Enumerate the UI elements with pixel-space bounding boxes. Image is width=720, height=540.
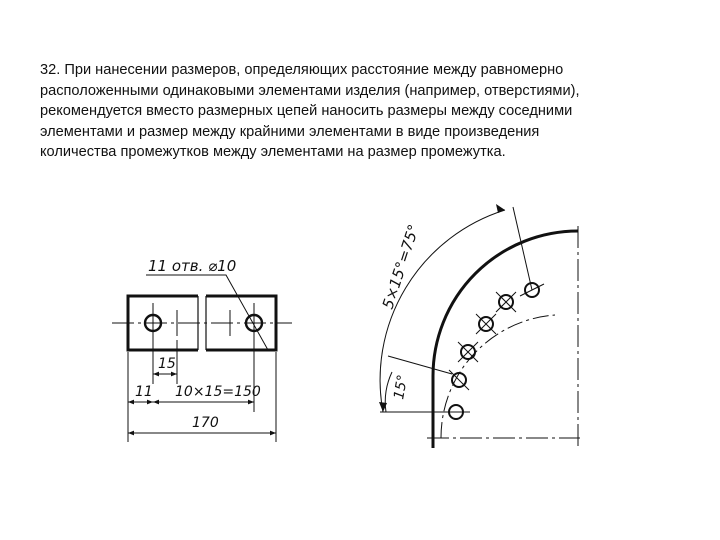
- dim-15: 15: [158, 356, 176, 372]
- angle-total-label: 5×15°=75°: [378, 222, 423, 312]
- rule-text-line-3: рекомендуется вместо размерных цепей наносить размеры между соседними: [40, 103, 573, 119]
- hole-2: [458, 342, 478, 362]
- callout-holes: 11 отв. ⌀10: [148, 257, 237, 275]
- hole-3: [476, 314, 496, 334]
- dim-total: 170: [192, 415, 219, 431]
- rule-text-line-1: 32. При нанесении размеров, определяющих расстояние между равномерно: [40, 62, 564, 78]
- rule-text-line-4: элементами и размер между крайними элементами в виде произведения: [40, 123, 540, 140]
- dim-11: 11: [135, 384, 153, 400]
- rule-text-line-2: расположенными одинаковыми элементами изделия (например, отверстиями),: [40, 82, 580, 99]
- angle-arc-step: [385, 372, 392, 412]
- hole-1: [449, 370, 469, 390]
- holes-angular: [442, 283, 544, 419]
- rule-text-line-5: количества промежутков между элементами на размер промежутка.: [40, 144, 506, 160]
- dim-chain: 10×15=150: [175, 384, 261, 400]
- angle-step-label: 15°: [391, 373, 412, 401]
- hole-4: [496, 292, 516, 312]
